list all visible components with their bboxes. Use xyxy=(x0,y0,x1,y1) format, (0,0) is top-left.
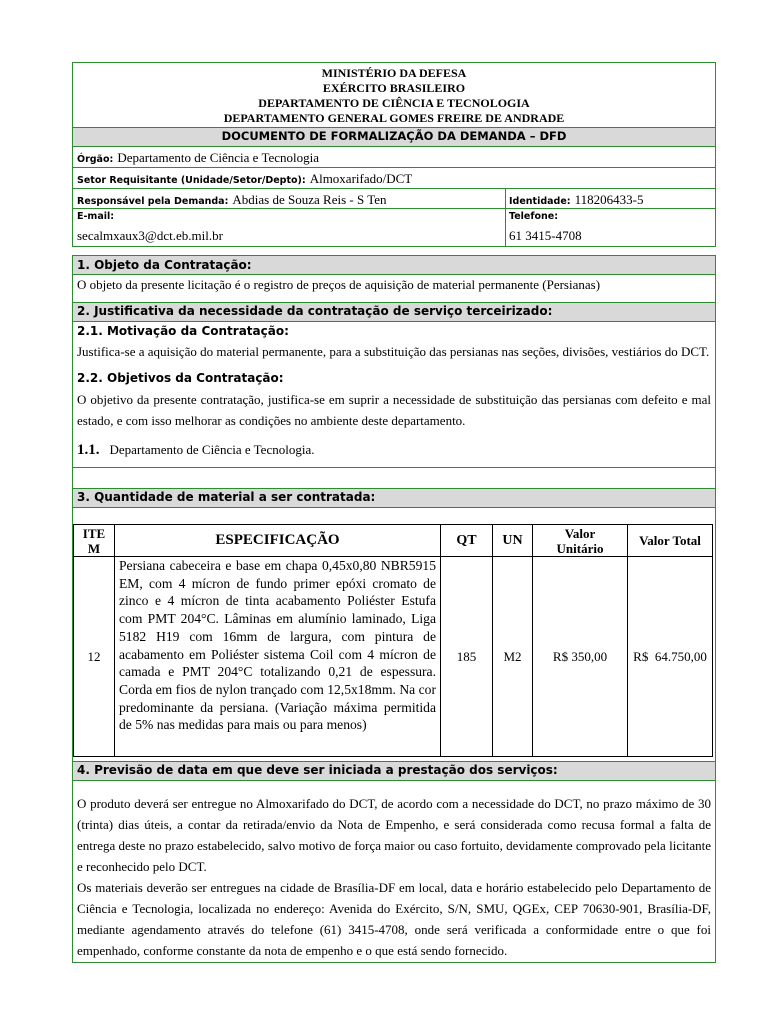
setor-value: Almoxarifado/DCT xyxy=(309,171,413,186)
identidade-label: Identidade: xyxy=(509,196,571,207)
section2-item-text: Departamento de Ciência e Tecnologia. xyxy=(109,442,315,457)
section2-1-text: Justifica-se a aquisição do material permanente, para a substituição das persianas nas seções, divisões, vestiários do DCT. xyxy=(77,344,710,359)
setor-row xyxy=(77,170,412,188)
responsavel-label: Responsável pela Demanda: xyxy=(77,196,229,207)
orgao-row xyxy=(77,149,319,167)
section4-title: 4. Previsão de data em que deve ser iniciada a prestação dos serviços: xyxy=(77,763,558,777)
identidade-row xyxy=(509,191,643,209)
doc-title: DOCUMENTO DE FORMALIZAÇÃO DA DEMANDA – DFD xyxy=(221,129,567,143)
telefone-label: Telefone: xyxy=(509,211,559,222)
col-header-valor-total: Valor Total xyxy=(628,525,713,557)
section4-para1: O produto deverá ser entregue no Almoxarifado do DCT, de acordo com a necessidade do DCT, no prazo máximo de 30 (trinta) dias úteis, a contar da retirada/envio da Nota de Empenho, e será considerada como recusa formal a falta de entrega deste no prazo estabelecido, salvo motivo de força maior ou caso fortuito, devidamente comprovado pela licitante e reconhecido pelo DCT. xyxy=(77,796,711,874)
email-value: secalmxaux3@dct.eb.mil.br xyxy=(77,228,223,243)
col-header-especificacao: ESPECIFICAÇÃO xyxy=(115,525,441,557)
header-line-dct: DEPARTAMENTO DE CIÊNCIA E TECNOLOGIA xyxy=(258,96,530,110)
header-box xyxy=(72,62,716,247)
section2-item xyxy=(77,441,314,459)
table-row xyxy=(74,557,713,757)
cell-especificacao: Persiana cabeceira e base em chapa 0,45x0,80 NBR5915 EM, com 4 mícron de fundo primer epóxi cromato de zinco e 4 mícron de tinta acabamento Poliéster Estufa com PMT 204°C. Lâminas em alumínio laminado, Liga 5182 H19 com 16mm de largura, com pintura de acabamento em Poliéster sistema Coil com 4 mícron de camada e PMT 204°C totalizando 0,21 de espessura. Corda em fios de nylon trançado com 12,5x18mm. Na cor predominante da persiana. (Variação máxima permitida de 5% nas medidas para mais ou para menos) xyxy=(115,557,441,757)
col-header-un: UN xyxy=(493,525,533,557)
header-line-exercito: EXÉRCITO BRASILEIRO xyxy=(322,81,466,95)
col-header-item: ITEM xyxy=(74,525,115,557)
responsavel-row xyxy=(77,191,387,209)
cell-qt: 185 xyxy=(441,557,493,757)
section4-para2: Os materiais deverão ser entregues na cidade de Brasília-DF em local, data e horário estabelecido pelo Departamento de Ciência e Tecnologia, localizada no endereço: Avenida do Exército, S/N, SMU, QGEx, CEP 70630-901, Brasília-DF, mediante agendamento através do telefone (61) 3415-4708, onde será verificada a conformidade entre o que foi empenhado, conforme constante da nota de empenho e o que está sendo fornecido. xyxy=(77,880,711,958)
items-header-row xyxy=(74,525,713,557)
items-table xyxy=(73,524,713,757)
responsavel-value: Abdias de Souza Reis - S Ten xyxy=(232,192,387,207)
section2-1-title: 2.1. Motivação da Contratação: xyxy=(77,324,289,338)
header-line-dggfa: DEPARTAMENTO GENERAL GOMES FREIRE DE ANDRADE xyxy=(223,111,565,125)
email-label: E-mail: xyxy=(77,211,115,222)
cell-valor-unitario: R$ 350,00 xyxy=(533,557,628,757)
cell-valor-total: R$ 64.750,00 xyxy=(628,557,713,757)
cell-un: M2 xyxy=(493,557,533,757)
section1-title: 1. Objeto da Contratação: xyxy=(77,258,252,272)
section3-title: 3. Quantidade de material a ser contratada: xyxy=(77,490,376,504)
orgao-value: Departamento de Ciência e Tecnologia xyxy=(117,150,320,165)
section2-title: 2. Justificativa da necessidade da contratação de serviço terceirizado: xyxy=(77,304,553,318)
section2-2-title: 2.2. Objetivos da Contratação: xyxy=(77,371,284,385)
col-header-qt: QT xyxy=(441,525,493,557)
cell-item: 12 xyxy=(74,557,115,757)
setor-label: Setor Requisitante (Unidade/Setor/Depto): xyxy=(77,175,306,186)
col-header-valor-unitario: Valor Unitário xyxy=(533,525,628,557)
telefone-value: 61 3415-4708 xyxy=(509,228,582,243)
section1-text: O objeto da presente licitação é o registro de preços de aquisição de material permanente (Persianas) xyxy=(77,277,601,292)
header-line-ministerio: MINISTÉRIO DA DEFESA xyxy=(321,66,467,80)
section2-item-number: 1.1. xyxy=(77,442,100,458)
identidade-value: 118206433-5 xyxy=(574,192,644,207)
orgao-label: Órgão: xyxy=(77,154,114,165)
section2-2-text: O objetivo da presente contratação, justifica-se em suprir a necessidade de substituição das persianas com defeito e mal estado, e com isso melhorar as condições no ambiente deste departamento. xyxy=(77,392,711,428)
